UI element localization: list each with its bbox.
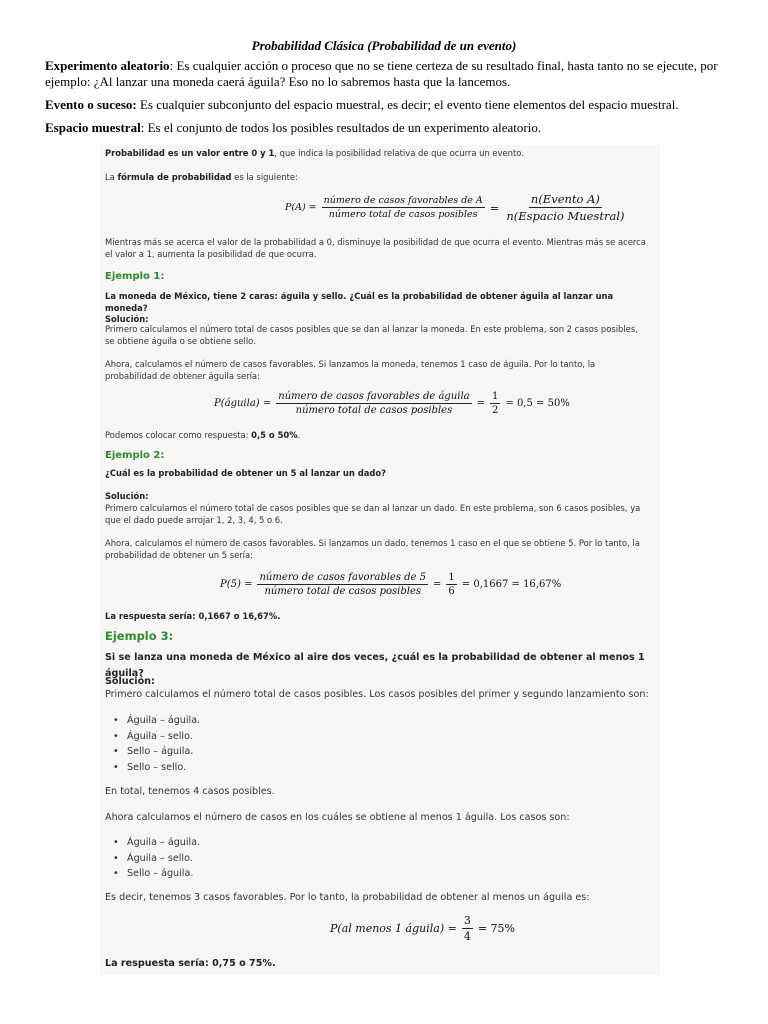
formula-result: = 0,1667 = 16,67%	[461, 579, 562, 590]
formula-numerator: 1	[492, 391, 499, 402]
formula-denominator: 2	[492, 405, 499, 416]
definition-sep: :	[140, 120, 145, 135]
definition-experimento	[45, 58, 735, 90]
example-3-total: En total, tenemos 4 casos posibles.	[105, 786, 275, 797]
answer-text: .	[297, 430, 301, 440]
formula-simple-fraction	[490, 391, 500, 416]
formula-denominator: número total de casos posibles	[264, 586, 422, 597]
definition-sep: :	[169, 58, 174, 73]
solution-label: Solución:	[105, 314, 149, 324]
example-1-question: La moneda de México, tiene 2 caras: águila y sello. ¿Cuál es la probabilidad de obtener águila al lanzar una moneda?	[105, 291, 614, 313]
formula-equals: =	[489, 200, 500, 215]
intro-text: La	[105, 172, 118, 182]
solution-label: Solución:	[105, 491, 149, 501]
example-3-paragraph-2: Ahora calculamos el número de casos en los cuáles se obtiene al menos 1 águila. Los casos son:	[105, 812, 570, 823]
formula-lhs: P(águila) =	[214, 398, 272, 409]
example-1-answer	[105, 429, 650, 441]
formula-numerator: número de casos favorables de 5	[259, 572, 427, 583]
definition-term: Evento o suceso:	[45, 97, 137, 112]
formula-fraction	[257, 572, 428, 597]
example-2-question: ¿Cuál es la probabilidad de obtener un 5 al lanzar un dado?	[105, 468, 386, 478]
definition-term: Experimento aleatorio	[45, 58, 170, 73]
answer-text: Podemos colocar como respuesta:	[105, 430, 252, 440]
list-item: • Sello – águila.	[105, 744, 650, 760]
formula-fraction	[276, 391, 471, 416]
intro-line-2	[105, 171, 650, 183]
formula-denominator: número total de casos posibles	[295, 405, 453, 416]
example-2-answer	[105, 610, 650, 622]
definition-term: Espacio muestral	[45, 120, 141, 135]
example-2-heading: Ejemplo 2:	[105, 450, 165, 461]
intro-text: es la siguiente:	[231, 172, 298, 182]
formula-result: = 0,5 = 50%	[505, 398, 570, 409]
example-3-paragraph-1: Primero calculamos el número total de casos posibles. Los casos posibles del primer y segundo lanzamiento son:	[105, 689, 649, 700]
example-3-formula	[330, 914, 515, 943]
definition-espacio	[45, 120, 735, 136]
list-item: • Águila – águila.	[105, 713, 650, 729]
page-title: Probabilidad Clásica (Probabilidad de un evento)	[251, 38, 517, 53]
formula-simple-fraction	[446, 572, 456, 597]
formula-equals: =	[433, 579, 442, 590]
formula-numerator: número de casos favorables de águila	[278, 391, 470, 402]
example-3-heading: Ejemplo 3:	[105, 629, 174, 643]
example-3-favorable-list	[105, 835, 650, 882]
list-item: • Sello – sello.	[105, 760, 650, 776]
formula-equals: =	[476, 398, 486, 409]
example-3-paragraph-3: Es decir, tenemos 3 casos favorables. Por lo tanto, la probabilidad de obtener al menos un águila es:	[105, 892, 590, 903]
example-1-paragraph-1: Primero calculamos el número total de casos posibles que se dan al lanzar la moneda. En este problema, son 2 casos posibles, se obtiene águila o se obtiene sello.	[105, 324, 638, 346]
formula-numerator: n(Evento A)	[530, 192, 600, 206]
intro-bold: Probabilidad es un valor entre 0 y 1	[105, 148, 275, 158]
solution-label: Solución:	[105, 676, 155, 687]
formula-denominator: número total de casos posibles	[328, 209, 478, 220]
formula-numerator: 1	[448, 572, 455, 583]
intro-line-1	[105, 147, 650, 159]
formula-fraction	[322, 195, 485, 220]
list-item: • Águila – sello.	[105, 729, 650, 745]
answer-bold: 0,5 o 50%	[251, 430, 298, 440]
formula-result: = 75%	[477, 922, 516, 935]
definition-evento	[45, 97, 735, 113]
definition-text: Es cualquier acción o proceso que no se tiene certeza de su resultado final, hasta tanto no se ejecute, por ejemplo: ¿Al lanzar una moneda caerá águila? Eso no lo sabremos hasta que la lancemos.	[45, 58, 718, 89]
intro-note: Mientras más se acerca el valor de la probabilidad a 0, disminuye la posibilidad de que ocurra el evento. Mientras más se acerca el valor a 1, aumenta la posibilidad de que ocurra.	[105, 237, 646, 259]
example-2-paragraph-1: Primero calculamos el número total de casos posibles que se dan al lanzar un dado. En este problema, son 6 casos posibles, ya que el dado puede arrojar 1, 2, 3, 4, 5 o 6.	[105, 503, 641, 525]
formula-simple-fraction	[462, 914, 473, 943]
list-item: • Águila – águila.	[105, 835, 650, 851]
list-item: • Sello – águila.	[105, 866, 650, 882]
formula-numerator: número de casos favorables de A	[323, 195, 483, 206]
example-3-cases-list	[105, 713, 650, 775]
example-3-answer	[105, 956, 650, 972]
answer-bold: La respuesta sería: 0,75 o 75%.	[105, 958, 276, 969]
formula-lhs: P(5) =	[220, 579, 253, 590]
probability-formula	[285, 192, 626, 223]
example-1-paragraph-2: Ahora, calculamos el número de casos favorables. Si lanzamos la moneda, tenemos 1 caso de águila. Por lo tanto, la probabilidad de obtener águila sería:	[105, 359, 596, 381]
formula-denominator: n(Espacio Muestral)	[506, 209, 625, 223]
example-2-formula	[220, 572, 561, 597]
list-item: • Águila – sello.	[105, 851, 650, 867]
formula-lhs: P(al menos 1 águila) =	[330, 922, 457, 935]
intro-bold: fórmula de probabilidad	[117, 172, 232, 182]
intro-text: , que indica la posibilidad relativa de que ocurra un evento.	[274, 148, 524, 158]
example-1-heading: Ejemplo 1:	[105, 271, 165, 282]
definition-text: Es cualquier subconjunto del espacio muestral, es decir; el evento tiene elementos del espacio muestral.	[136, 97, 679, 112]
formula-denominator: 4	[463, 930, 471, 943]
example-2-solution-label	[105, 490, 650, 502]
formula-denominator: 6	[448, 586, 455, 597]
formula-numerator: 3	[463, 914, 471, 927]
example-2-paragraph-2: Ahora, calculamos el número de casos favorables. Si lanzamos un dado, tenemos 1 caso en el que se obtiene 5. Por lo tanto, la probabilidad de obtener un 5 sería:	[105, 538, 640, 560]
answer-bold: La respuesta sería: 0,1667 o 16,67%.	[105, 611, 281, 621]
definition-text: Es el conjunto de todos los posibles resultados de un experimento aleatorio.	[144, 120, 542, 135]
formula-lhs: P(A) =	[285, 202, 317, 213]
example-3-question: Si se lanza una moneda de México al aire dos veces, ¿cuál es la probabilidad de obtener al menos 1 águila?	[105, 652, 645, 679]
example-1-formula	[214, 391, 570, 416]
formula-fraction-n	[504, 192, 626, 223]
